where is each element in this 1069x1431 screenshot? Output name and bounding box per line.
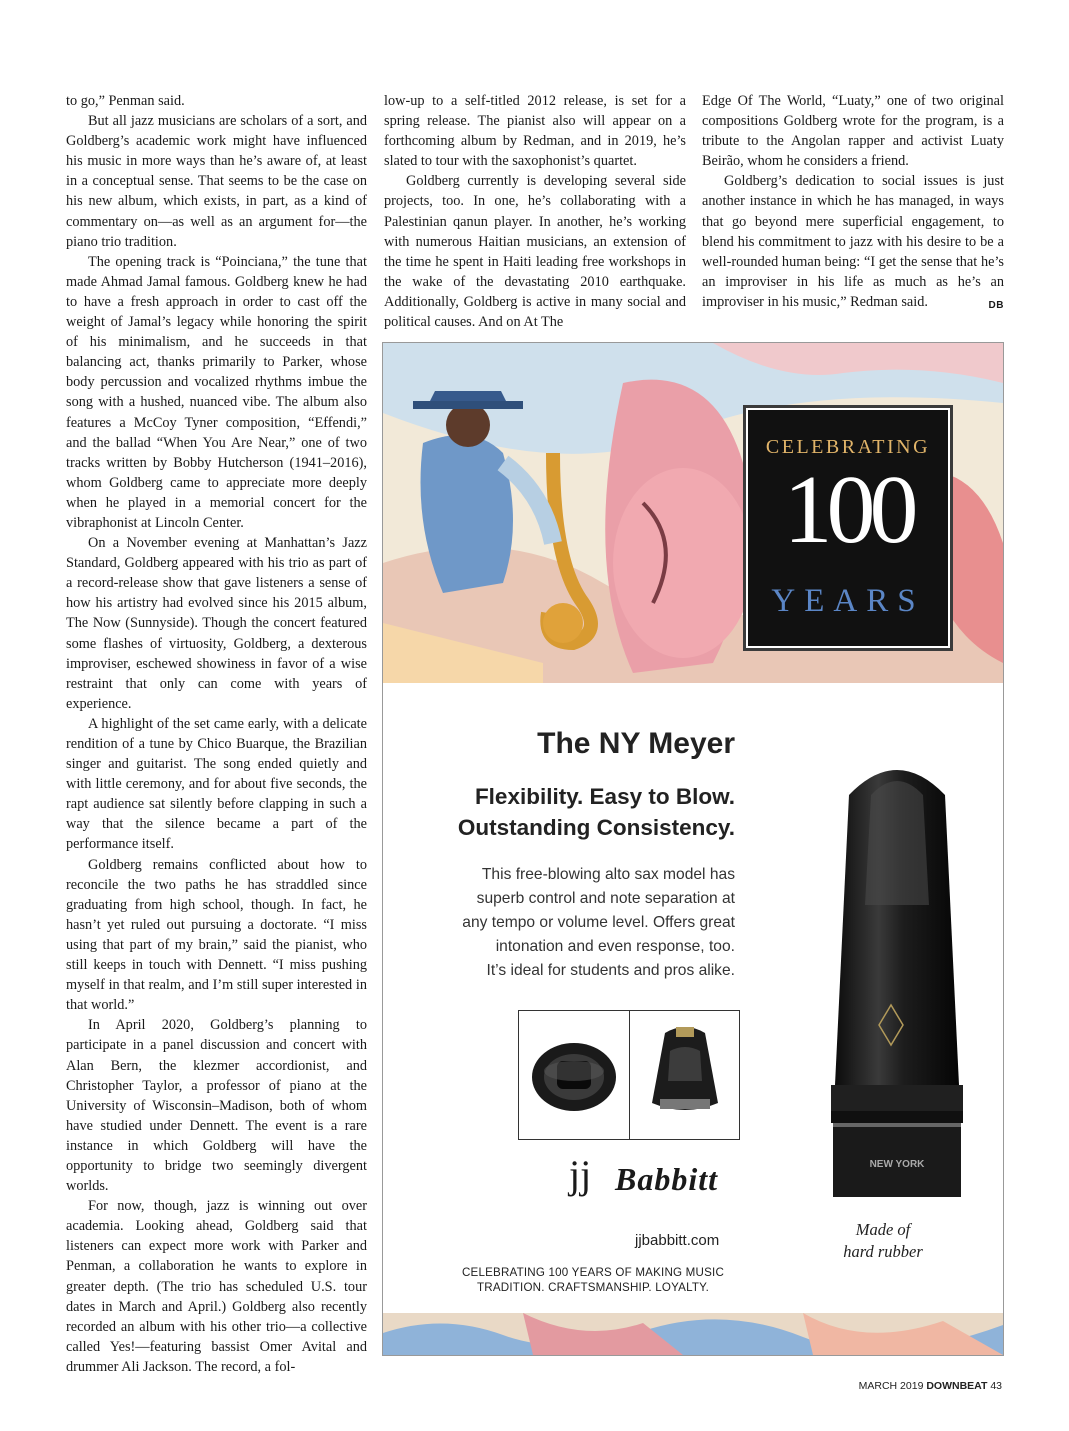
babbitt-logo-wordmark: Babbitt <box>615 1161 719 1197</box>
mouthpiece-side-photo <box>629 1011 740 1139</box>
body-line: any tempo or volume level. Offers great <box>462 914 735 931</box>
badge-celebrating-text: CELEBRATING <box>765 436 931 458</box>
product-caption <box>813 1219 953 1263</box>
paragraph: In April 2020, Goldberg’s planning to participate in a panel discussion and concert with Alan Bern, the klezmer accordionist, and Christopher Taylor, a professor of piano at the University of Wisconsin–Madison, both of whom have studied under Dennett. The event is a rare instance in which Goldberg will have the opportunity to bridge two seemingly divergent worlds. <box>66 1017 367 1195</box>
body-line: It’s ideal for students and pros alike. <box>486 962 735 979</box>
tagline-line: TRADITION. CRAFTSMANSHIP. LOYALTY. <box>476 1281 710 1294</box>
badge-years-text: YEARS <box>771 583 925 619</box>
subheadline-line: Outstanding Consistency. <box>457 815 735 840</box>
caption-line: hard rubber <box>843 1242 923 1261</box>
mouthpiece-product-image <box>819 755 975 1203</box>
paragraph-text: Goldberg’s dedication to social issues is just another instance in which he has managed, in ways that go beyond mere superficial engagement, to blend his commitment to jazz with his desire to be a well-rounded human being: “I get the sense that he’s an improviser in his life as much as he’s an improviser in his music,” Redman said. <box>702 173 1004 310</box>
paragraph: For now, though, jazz is winning out over academia. Looking ahead, Goldberg said that listeners can expect more work with Parker and Penman, a collaboration he wants to explore in greater depth. (The trio has scheduled U.S. tour dates in March and April.) Goldberg also recently recorded an album with his other trio—a collective called Yes!—featuring bassist Omer Avital and drummer Ali Jackson. The record, a fol- <box>66 1198 367 1375</box>
body-line: This free-blowing alto sax model has <box>481 866 735 883</box>
mouthpiece-tip-image <box>519 1011 629 1139</box>
magazine-name: DOWNBEAT <box>926 1380 988 1392</box>
advertisement <box>382 342 1004 1356</box>
mouthpiece-side-image <box>630 1011 740 1139</box>
paragraph <box>702 171 1004 312</box>
paragraph: Edge Of The World, “Luaty,” one of two original compositions Goldberg wrote for the program, is a tribute to the Angolan rapper and activist Luaty Beirão, whom he considers a friend. <box>702 93 1004 170</box>
painting-strip-bottom <box>383 1313 1003 1355</box>
tagline-line: CELEBRATING 100 YEARS OF MAKING MUSIC <box>461 1266 725 1279</box>
paragraph: Goldberg remains conflicted about how to reconcile the two paths he has straddled since graduating from high school, though. In fact, he hasn’t yet ruled out pursuing a doctorate. “I miss using that part of my brain,” said the pianist, who still keeps in touch with Dennett. “I miss pushing myself in that realm, and I’m still super interested in that world.” <box>66 856 367 1014</box>
paragraph: low-up to a self-titled 2012 release, is set for a spring release. The pianist also will appear on a forthcoming album by Redman, and in 2019, he’s slated to tour with the saxophonist’s quartet. <box>384 93 686 170</box>
caption-line: Made of <box>855 1220 911 1239</box>
ad-body-copy <box>413 863 735 983</box>
page-footer <box>859 1380 1002 1392</box>
issue-date: MARCH 2019 <box>858 1380 924 1392</box>
article-column-1 <box>66 91 367 1377</box>
paragraph: A highlight of the set came early, with a delicate rendition of a tune by Chico Buarque, the Brazilian singer and guitarist. The song ended quietly and with little ceremony, and for about five seconds, the rapt audience sat silently before clapping in such a way that the silence became a part of the performance itself. <box>66 715 367 853</box>
end-mark: DB <box>988 299 1004 311</box>
page-number: 43 <box>990 1380 1002 1392</box>
body-line: superb control and note separation at <box>476 890 735 907</box>
paragraph: On a November evening at Manhattan’s Jazz Standard, Goldberg appeared with his trio as part of a record-release show that gave listeners a sense of how his artistry had evolved since his 2015 album, The Now (Sunnyside). Though the concert featured some flashes of virtuosity, Goldberg, a dexterous improviser, eschewed showiness in favor of a wise restraint that only can come with years of experience. <box>66 535 367 712</box>
paragraph: Goldberg currently is developing several side projects, too. In one, he’s collaborating with a Palestinian qanun player. In another, he’s working with numerous Haitian musicians, an extension of the time he spent in Haiti leading free workshops in the wake of the devastating 2010 earthquake. Additionally, Goldberg is active in many social and political causes. And on At The <box>384 173 686 331</box>
ad-subheadline <box>413 781 735 843</box>
paragraph: But all jazz musicians are scholars of a sort, and Goldberg’s academic work might have influenced his music in more ways than he’s aware of, at least in a conceptual sense. That seems to be the case on his new album, which exists, in part, as a kind of commentary on—as well as an argument for—the piano trio tradition. <box>66 113 367 250</box>
subheadline-line: Flexibility. Easy to Blow. <box>474 784 735 809</box>
centennial-badge <box>743 405 953 651</box>
mouthpiece-engraving: NEW YORK <box>869 1159 925 1170</box>
ad-tagline <box>443 1265 743 1295</box>
paragraph: to go,” Penman said. <box>66 93 185 109</box>
mouthpiece-tip-photo <box>519 1011 629 1139</box>
paragraph: The opening track is “Poinciana,” the tune that made Ahmad Jamal famous. Goldberg knew he had to have a fresh approach in order to cast off the weight of Jamal’s legacy while honoring the spirit of his minimalism, and he succeeds in that balancing act, thanks primarily to Parker, whose body percussion and vocalized rhythms imbue the song with a hushed, nuanced vibe. The album also features a McCoy Tyner composition, “Effendi,” and the ballad “When You Are Near,” one of two tracks written by Bobby Hutcherson (1941–2016), whom Goldberg came to appreciate more deeply when he played in a memorial concert for the vibraphonist at Lincoln Center. <box>66 253 367 531</box>
article-column-3 <box>702 91 1004 316</box>
product-detail-photos <box>518 1010 740 1140</box>
jj-logo-mark: jj <box>569 1152 592 1197</box>
website-url: jjbabbitt.com <box>635 1232 720 1249</box>
body-line: intonation and even response, too. <box>495 938 735 955</box>
article-column-2 <box>384 91 686 332</box>
ad-headline: The NY Meyer <box>537 727 735 760</box>
badge-number: 100 <box>783 456 913 564</box>
